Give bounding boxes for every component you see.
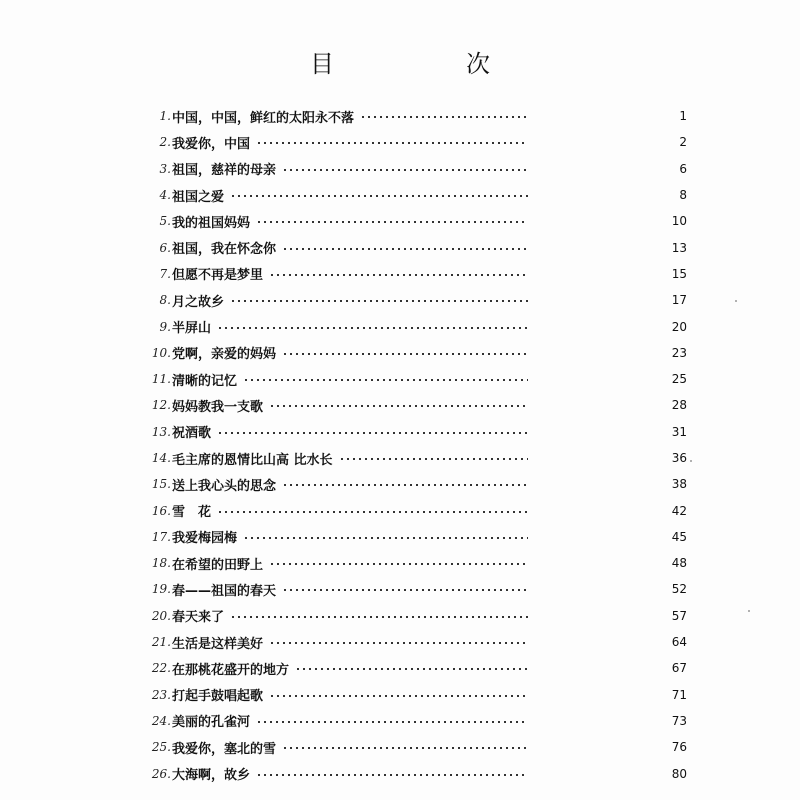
toc-entry-page: 71 [671, 687, 687, 702]
toc-entry-title: 生活是这样美好 [172, 636, 264, 652]
dot-leader [243, 379, 528, 381]
toc-entry [143, 208, 703, 234]
dot-leader [256, 721, 528, 723]
toc-entry [143, 182, 703, 208]
toc-entry-number: 7. [159, 266, 171, 281]
toc-entry-page: 25 [671, 372, 687, 387]
dot-leader [269, 274, 528, 276]
toc-entry-page: 13 [671, 240, 687, 255]
toc-entry-page: 23 [671, 345, 687, 360]
toc-entry-page: 73 [671, 713, 687, 728]
toc-entry-title: 大海啊，故乡 [172, 768, 251, 784]
toc-entry [143, 445, 703, 471]
toc-entry [143, 524, 703, 550]
toc-entry-page: 2 [679, 135, 687, 150]
toc-entry-title: 中国，中国，鲜红的太阳永不落 [172, 110, 355, 126]
toc-entry-number: 24. [151, 713, 171, 728]
toc-entry [143, 734, 703, 760]
toc-entry [143, 576, 703, 602]
toc-entry-number: 22. [151, 661, 171, 676]
toc-entry [143, 129, 703, 155]
dot-leader [282, 589, 528, 591]
toc-entry-number: 18. [151, 556, 171, 571]
toc-entry-title: 毛主席的恩情比山高 比水长 [172, 452, 333, 468]
toc-entry-page: 28 [671, 398, 687, 413]
dot-leader [282, 169, 528, 171]
toc-entry-page: 52 [671, 582, 687, 597]
toc-entry-number: 16. [151, 503, 171, 518]
dot-leader [339, 458, 528, 460]
toc-entry-number: 19. [151, 582, 171, 597]
dot-leader [282, 484, 528, 486]
toc-entry-page: 67 [671, 661, 687, 676]
toc-entry-number: 3. [159, 161, 171, 176]
paper-speck [735, 300, 737, 302]
toc-entry-title: 但愿不再是梦里 [172, 268, 264, 284]
dot-leader [295, 668, 528, 670]
toc-entry-title: 春——祖国的春天 [172, 583, 277, 599]
paper-speck [748, 610, 750, 612]
toc-entry [143, 261, 703, 287]
toc-entry-number: 11. [151, 372, 171, 387]
toc-entry-title: 打起手鼓唱起歌 [172, 689, 264, 705]
toc-entry [143, 313, 703, 339]
toc-entry-number: 25. [151, 740, 171, 755]
dot-leader [256, 142, 528, 144]
dot-leader [243, 537, 528, 539]
toc-entry-title: 我爱你，塞北的雪 [172, 741, 277, 757]
toc-entry-page: 10 [671, 214, 687, 229]
toc-entry [143, 419, 703, 445]
toc-entry [143, 287, 703, 313]
toc-entry-title: 在希望的田野上 [172, 557, 264, 573]
toc-entry-page: 17 [671, 293, 687, 308]
toc-entry-number: 17. [151, 529, 171, 544]
dot-leader [269, 695, 528, 697]
toc-entry-page: 36 [671, 451, 687, 465]
toc-entry-title: 妈妈教我一支歌 [172, 399, 264, 415]
toc-entry-page: 31 [671, 424, 687, 439]
toc-entry-title: 美丽的孔雀河 [172, 715, 251, 731]
toc-entry-page: 42 [671, 503, 687, 518]
dot-leader [217, 327, 528, 329]
toc-entry [143, 234, 703, 260]
toc-entry-page: 57 [671, 608, 687, 623]
paper-speck [690, 460, 692, 462]
toc-entry-page: 20 [671, 319, 687, 334]
toc-entry-page: 8 [679, 188, 687, 203]
toc-entry [143, 497, 703, 523]
toc-entry [143, 682, 703, 708]
table-of-contents [143, 103, 703, 787]
dot-leader [282, 248, 528, 250]
toc-entry-page: 1 [679, 109, 687, 124]
toc-entry-title: 我爱梅园梅 [172, 531, 238, 547]
dot-leader [282, 747, 528, 749]
dot-leader [217, 432, 528, 434]
toc-entry [143, 550, 703, 576]
toc-entry-number: 20. [151, 608, 171, 623]
toc-entry [143, 655, 703, 681]
toc-entry-number: 13. [151, 424, 171, 439]
dot-leader [230, 195, 528, 197]
toc-entry-page: 64 [671, 635, 687, 650]
toc-entry-title: 半屏山 [172, 321, 212, 337]
page-title: 目 次 [310, 50, 544, 78]
toc-entry-title: 清晰的记忆 [172, 373, 238, 389]
toc-entry-title: 我爱你，中国 [172, 136, 251, 152]
toc-entry-number: 23. [151, 687, 171, 702]
toc-entry-number: 14. [151, 451, 171, 465]
toc-entry-page: 80 [671, 766, 687, 781]
dot-leader [230, 300, 528, 302]
toc-entry-number: 5. [159, 214, 171, 229]
dot-leader [217, 511, 528, 513]
dot-leader [360, 116, 528, 118]
toc-entry-title: 党啊，亲爱的妈妈 [172, 347, 277, 363]
toc-entry-title: 祖国，慈祥的母亲 [172, 163, 277, 179]
toc-entry-number: 9. [159, 319, 171, 334]
toc-entry-number: 8. [159, 293, 171, 308]
toc-entry-number: 4. [159, 188, 171, 203]
toc-entry-title: 祖国，我在怀念你 [172, 242, 277, 258]
toc-entry-title: 祖国之爱 [172, 189, 225, 205]
toc-entry [143, 340, 703, 366]
toc-entry-number: 1. [159, 109, 171, 124]
toc-entry [143, 103, 703, 129]
toc-entry-title: 在那桃花盛开的地方 [172, 662, 290, 678]
toc-entry [143, 603, 703, 629]
dot-leader [256, 774, 528, 776]
toc-entry-number: 26. [151, 766, 171, 781]
toc-entry-title: 春天来了 [172, 610, 225, 626]
toc-entry-number: 6. [159, 240, 171, 255]
toc-entry-title: 送上我心头的思念 [172, 478, 277, 494]
toc-entry-number: 21. [151, 635, 171, 650]
toc-entry [143, 471, 703, 497]
toc-entry [143, 366, 703, 392]
toc-entry-number: 2. [159, 135, 171, 150]
toc-entry-title: 雪 花 [172, 505, 212, 521]
dot-leader [269, 642, 528, 644]
toc-entry-page: 38 [671, 477, 687, 492]
dot-leader [269, 563, 528, 565]
toc-entry-title: 祝酒歌 [172, 426, 212, 442]
toc-entry [143, 708, 703, 734]
toc-entry [143, 760, 703, 786]
toc-entry-number: 12. [151, 398, 171, 413]
toc-entry-title: 我的祖国妈妈 [172, 215, 251, 231]
dot-leader [269, 405, 528, 407]
toc-entry-page: 45 [671, 529, 687, 544]
dot-leader [230, 616, 528, 618]
toc-entry [143, 156, 703, 182]
toc-entry-page: 6 [679, 161, 687, 176]
toc-entry [143, 392, 703, 418]
toc-entry-page: 48 [671, 556, 687, 571]
dot-leader [282, 353, 528, 355]
toc-entry-number: 10. [151, 345, 171, 360]
toc-entry-page: 15 [671, 266, 687, 281]
toc-entry-number: 15. [151, 477, 171, 492]
toc-entry-title: 月之故乡 [172, 294, 225, 310]
dot-leader [256, 221, 528, 223]
toc-entry [143, 629, 703, 655]
toc-entry-page: 76 [671, 740, 687, 755]
